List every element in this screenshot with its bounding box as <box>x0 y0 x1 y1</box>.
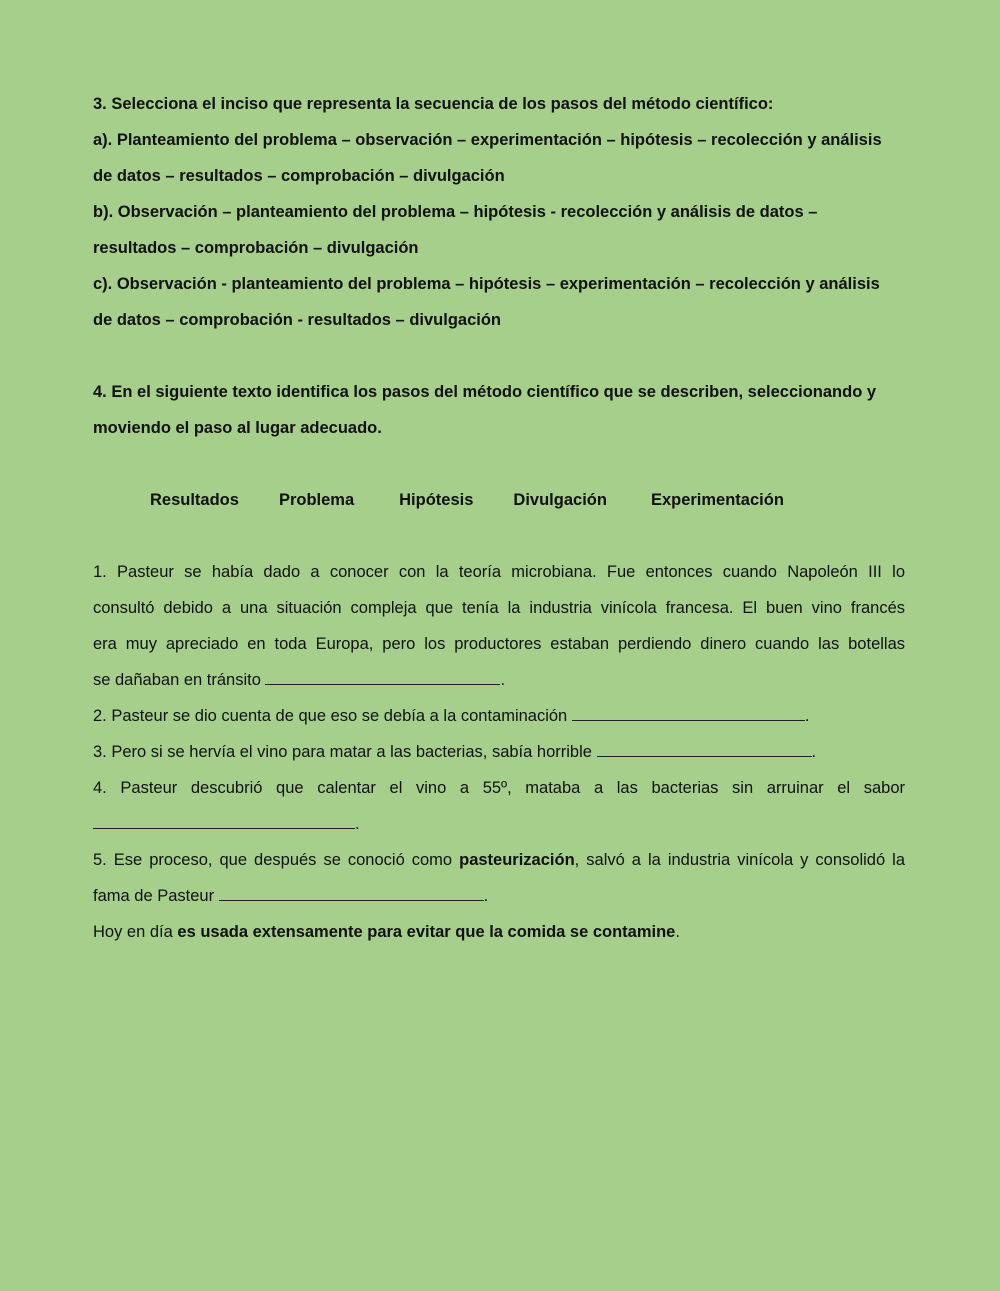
passage-p1-line-2: consultó debido a una situación compleja que tenía la industria vinícola francesa. El buen vino francés <box>93 599 905 617</box>
question-3-option-a[interactable] <box>93 122 905 194</box>
passage-p5-post: , salvó a la industria vinícola y consolidó la <box>574 851 905 869</box>
period: . <box>355 815 360 833</box>
passage-p6-bold: es usada extensamente para evitar que la comida se contamine <box>177 923 676 941</box>
passage-p4-line-1: 4. Pasteur descubrió que calentar el vino a 55º, mataba a las bacterias sin arruinar el sabor <box>93 779 905 797</box>
option-c-line-2: de datos – comprobación - resultados – divulgación <box>93 311 501 329</box>
passage-p2 <box>93 698 905 734</box>
question-4-prompt-line-2: moviendo el paso al lugar adecuado. <box>93 419 382 437</box>
passage-p1-text: se dañaban en tránsito <box>93 671 266 689</box>
draggable-divulgacion[interactable]: Divulgación <box>513 491 607 509</box>
draggable-options-row <box>93 482 905 518</box>
option-b-line-2: resultados – comprobación – divulgación <box>93 239 419 257</box>
passage-p3 <box>93 734 905 770</box>
period: . <box>804 707 810 725</box>
pasteur-passage <box>93 554 905 950</box>
drop-blank-4[interactable] <box>93 814 355 829</box>
draggable-problema[interactable]: Problema <box>278 491 355 509</box>
question-3-option-b[interactable] <box>93 194 905 266</box>
passage-p5-line-2 <box>93 878 905 914</box>
question-3 <box>93 86 905 338</box>
passage-p1-line-4 <box>93 662 905 698</box>
question-3-option-c[interactable] <box>93 266 905 338</box>
drop-blank-5[interactable] <box>219 886 484 901</box>
passage-p6-pre: Hoy en día <box>93 923 178 941</box>
spacer <box>93 518 905 554</box>
question-4 <box>93 374 905 446</box>
spacer <box>93 338 905 374</box>
option-b-line-1: b). Observación – planteamiento del problema – hipótesis - recolección y análisis de datos – <box>93 203 818 221</box>
question-4-prompt-line-1: 4. En el siguiente texto identifica los pasos del método científico que se describen, seleccionando y <box>93 383 877 401</box>
draggable-experimentacion[interactable]: Experimentación <box>650 491 784 509</box>
period: . <box>483 887 489 905</box>
option-c-line-1: c). Observación - planteamiento del problema – hipótesis – experimentación – recolección y análisis <box>93 275 880 293</box>
period: . <box>811 743 817 761</box>
passage-p3-text: 3. Pero si se hervía el vino para matar a las bacterias, sabía horrible <box>93 743 597 761</box>
draggable-hipotesis[interactable]: Hipótesis <box>399 491 474 509</box>
passage-p1-line-3: era muy apreciado en toda Europa, pero los productores estaban perdiendo dinero cuando las botellas <box>93 635 905 653</box>
option-a-line-2: de datos – resultados – comprobación – divulgación <box>93 167 505 185</box>
drop-blank-2[interactable] <box>572 706 805 721</box>
passage-p5-line-2-text: fama de Pasteur <box>93 887 219 905</box>
spacer <box>93 446 905 482</box>
passage-p1-line-1: 1. Pasteur se había dado a conocer con la teoría microbiana. Fue entonces cuando Napoleón III lo <box>93 563 905 581</box>
passage-p5-bold: pasteurización <box>459 851 575 869</box>
passage-p6 <box>93 914 905 950</box>
passage-p2-text: 2. Pasteur se dio cuenta de que eso se debía a la contaminación <box>93 707 572 725</box>
drop-blank-3[interactable] <box>597 742 812 757</box>
drop-blank-1[interactable] <box>265 670 500 685</box>
passage-p5-pre: 5. Ese proceso, que después se conoció como <box>93 851 460 869</box>
worksheet-content <box>93 86 905 950</box>
option-a-line-1: a). Planteamiento del problema – observación – experimentación – hipótesis – recolección y análisis <box>93 131 882 149</box>
period: . <box>500 671 506 689</box>
draggable-resultados[interactable]: Resultados <box>150 491 239 509</box>
passage-p5-line-1 <box>93 842 905 878</box>
question-3-prompt: 3. Selecciona el inciso que representa la secuencia de los pasos del método científico: <box>93 95 774 113</box>
passage-p6-post: . <box>675 923 680 941</box>
passage-p4-line-2 <box>93 806 905 842</box>
